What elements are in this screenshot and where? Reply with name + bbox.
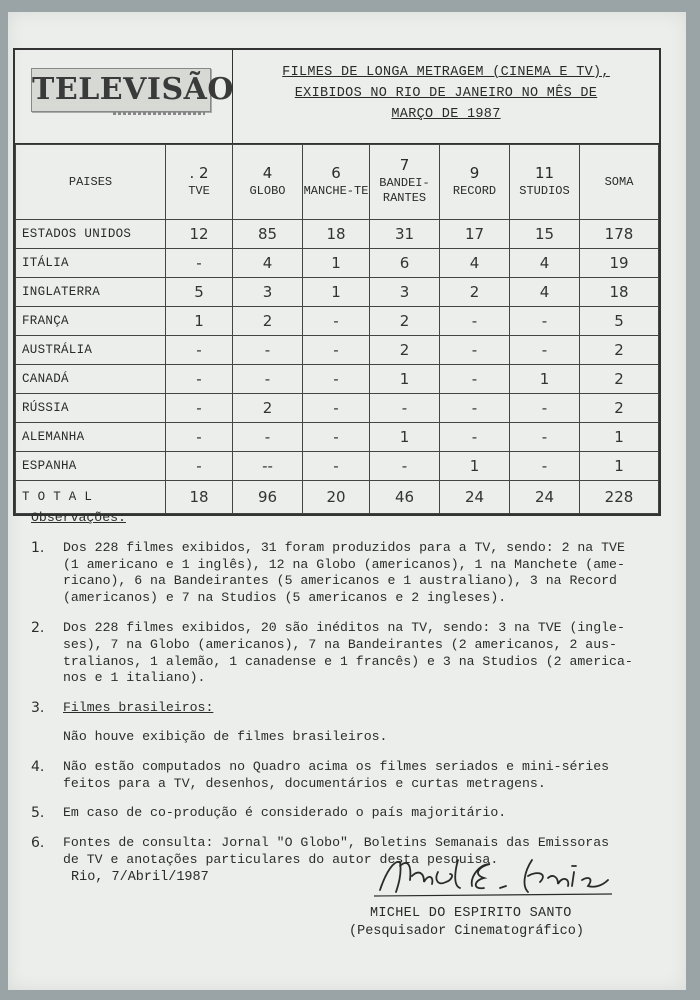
value-cell: - [166, 249, 233, 278]
notes-list [31, 540, 671, 869]
value-cell: - [370, 394, 440, 423]
value-cell: 18 [580, 278, 659, 307]
value-cell: - [166, 336, 233, 365]
note-number: 4. [31, 758, 45, 775]
value-cell: 3 [370, 278, 440, 307]
value-cell: - [303, 394, 370, 423]
value-cell: 19 [580, 249, 659, 278]
value-cell: 4 [233, 249, 303, 278]
total-value-cell: 20 [303, 481, 370, 514]
channel-number: . 2 [189, 163, 209, 182]
value-cell: 2 [580, 336, 659, 365]
table-title [233, 50, 659, 143]
value-cell: - [440, 394, 510, 423]
observation-note [31, 759, 671, 793]
value-cell: - [303, 336, 370, 365]
total-label: T O T A L [16, 481, 166, 514]
value-cell: 85 [233, 220, 303, 249]
column-header-paises: PAISES [16, 145, 166, 220]
total-value-cell: 24 [510, 481, 580, 514]
note-number: 5. [31, 805, 45, 822]
country-cell: INGLATERRA [16, 278, 166, 307]
channel-name: GLOBO [249, 183, 286, 198]
column-header-channel [370, 145, 440, 220]
total-value-cell: 228 [580, 481, 659, 514]
note-text: Não houve exibição de filmes brasileiros. [63, 728, 388, 744]
observation-note [31, 620, 671, 687]
value-cell: - [370, 452, 440, 481]
observations [31, 510, 671, 869]
value-cell: - [166, 365, 233, 394]
value-cell: 6 [370, 249, 440, 278]
table-row [16, 365, 659, 394]
value-cell: 18 [303, 220, 370, 249]
logo-cell [15, 50, 233, 143]
channel-name: STUDIOS [519, 183, 570, 198]
value-cell: - [440, 365, 510, 394]
value-cell: 1 [440, 452, 510, 481]
author-name: MICHEL DO ESPIRITO SANTO [370, 906, 572, 921]
value-cell: - [510, 336, 580, 365]
value-cell: - [303, 423, 370, 452]
channel-name: MANCHE-TE [303, 183, 369, 198]
country-cell: RÚSSIA [16, 394, 166, 423]
value-cell: 178 [580, 220, 659, 249]
channel-number: 11 [534, 163, 555, 182]
value-cell: - [510, 452, 580, 481]
note-heading: Filmes brasileiros: [63, 700, 214, 716]
total-value-cell: 96 [233, 481, 303, 514]
column-header-channel [510, 145, 580, 220]
column-header-channel [440, 145, 510, 220]
value-cell: 2 [233, 394, 303, 423]
value-cell: 1 [166, 307, 233, 336]
total-value-cell: 18 [166, 481, 233, 514]
value-cell: 12 [166, 220, 233, 249]
note-number: 6. [31, 835, 45, 852]
value-cell: 2 [370, 307, 440, 336]
note-text: Dos 228 filmes exibidos, 31 foram produzidos para a TV, sendo: 2 na TVE (1 americano e 1 inglês), 12 na Globo (americanos), 1 na Manchete (ame- ricano), 6 na Bandeirantes (5 americanos e 1 australiano), 3 na Record (americanos) e 7 na Studios (5 americanos e 2 ingleses). [63, 539, 625, 606]
table-row [16, 423, 659, 452]
observation-note [31, 700, 671, 746]
note-number: 2. [31, 619, 45, 636]
channel-number: 9 [469, 163, 480, 182]
value-cell: 2 [440, 278, 510, 307]
table-row [16, 220, 659, 249]
author-role: (Pesquisador Cinematográfico) [349, 924, 584, 939]
value-cell: 2 [580, 365, 659, 394]
value-cell: 1 [580, 423, 659, 452]
value-cell: - [233, 365, 303, 394]
value-cell: - [166, 452, 233, 481]
value-cell: - [303, 452, 370, 481]
country-cell: ESTADOS UNIDOS [16, 220, 166, 249]
value-cell: 31 [370, 220, 440, 249]
title-line-1: FILMES DE LONGA METRAGEM (CINEMA E TV), [282, 65, 610, 80]
note-text: Dos 228 filmes exibidos, 20 são inéditos na TV, sendo: 3 na TVE (ingle- ses), 7 na Globo (americanos), 7 na Bandeirantes (2 americanos, 2 aus- tralianos, 1 alemão, 1 canadense e 1 francês) e 3 na Studios (2 america- nos e 1 italiano). [63, 619, 633, 686]
note-number: 3. [31, 700, 45, 717]
value-cell: 17 [440, 220, 510, 249]
value-cell: 1 [510, 365, 580, 394]
value-cell: - [440, 423, 510, 452]
value-cell: - [303, 365, 370, 394]
value-cell: 5 [166, 278, 233, 307]
value-cell: 1 [303, 249, 370, 278]
value-cell: 1 [303, 278, 370, 307]
logo-underline [113, 112, 205, 115]
column-header-channel [303, 145, 370, 220]
column-header-channel [233, 145, 303, 220]
table-header [15, 50, 659, 144]
note-text: Não estão computados no Quadro acima os filmes seriados e mini-séries feitos para a TV, desenhos, documentários e curtas metragens. [63, 758, 610, 791]
country-cell: FRANÇA [16, 307, 166, 336]
value-cell: - [510, 423, 580, 452]
value-cell: 1 [580, 452, 659, 481]
document-date: Rio, 7/Abril/1987 [71, 870, 209, 885]
table-row [16, 249, 659, 278]
value-cell: - [303, 307, 370, 336]
channel-number: 4 [262, 163, 273, 182]
note-number: 1. [31, 539, 45, 556]
value-cell: 4 [510, 249, 580, 278]
value-cell: - [166, 423, 233, 452]
table-row [16, 452, 659, 481]
value-cell: - [440, 307, 510, 336]
country-cell: ALEMANHA [16, 423, 166, 452]
note-text: Fontes de consulta: Jornal "O Globo", Boletins Semanais das Emissoras de TV e anotações particulares do autor desta pesquisa. [63, 835, 610, 867]
value-cell: 15 [510, 220, 580, 249]
value-cell: - [440, 336, 510, 365]
observation-note [31, 805, 671, 822]
total-value-cell: 24 [440, 481, 510, 514]
observations-title: Observações: [31, 510, 126, 525]
signature [372, 852, 642, 902]
table-row [16, 394, 659, 423]
title-line-3: MARÇO DE 1987 [391, 107, 501, 122]
column-header-soma: SOMA [580, 145, 659, 220]
channel-number: 6 [331, 163, 341, 182]
value-cell: - [233, 423, 303, 452]
column-headers [16, 145, 659, 220]
value-cell: 4 [440, 249, 510, 278]
value-cell: 4 [510, 278, 580, 307]
total-row [16, 481, 659, 514]
country-cell: ITÁLIA [16, 249, 166, 278]
value-cell: 3 [233, 278, 303, 307]
channel-name: BANDEI-RANTES [379, 176, 430, 205]
data-table [15, 144, 659, 514]
country-cell: ESPANHA [16, 452, 166, 481]
country-cell: AUSTRÁLIA [16, 336, 166, 365]
value-cell: 2 [370, 336, 440, 365]
value-cell: - [166, 394, 233, 423]
value-cell: 1 [370, 423, 440, 452]
total-value-cell: 46 [370, 481, 440, 514]
title-line-2: EXIBIDOS NO RIO DE JANEIRO NO MÊS DE [294, 86, 598, 101]
note-text: Em caso de co-produção é considerado o país majoritário. [63, 805, 507, 821]
observation-note [31, 540, 671, 607]
value-cell: 2 [233, 307, 303, 336]
value-cell: - [233, 336, 303, 365]
channel-name: TVE [188, 183, 210, 198]
value-cell: 5 [580, 307, 659, 336]
televisao-logo: TELEVISÃO [31, 68, 211, 112]
value-cell: 2 [580, 394, 659, 423]
film-table [13, 48, 661, 516]
channel-name: RECORD [452, 183, 497, 198]
table-row [16, 278, 659, 307]
value-cell: - [510, 394, 580, 423]
value-cell: - [510, 307, 580, 336]
table-row [16, 336, 659, 365]
table-row [16, 307, 659, 336]
value-cell: -- [233, 452, 303, 481]
value-cell: 1 [370, 365, 440, 394]
channel-number: 7 [399, 156, 410, 174]
column-header-channel [166, 145, 233, 220]
country-cell: CANADÁ [16, 365, 166, 394]
